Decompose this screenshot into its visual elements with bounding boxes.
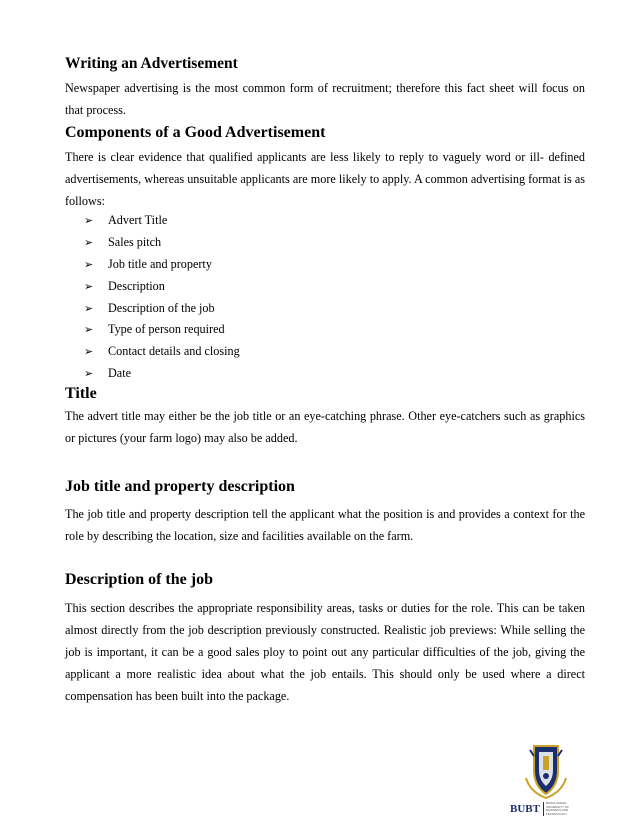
components-list [84,210,240,384]
heading-job-title-property: Job title and property description [65,478,295,495]
heading-components: Components of a Good Advertisement [65,124,326,141]
logo-wordmark: BUBT [510,803,540,815]
list-item: ➢ Description [84,278,165,293]
paragraph-components: There is clear evidence that qualified applicants are less likely to reply to vaguely word or ill- defined advertisements, whereas unsuitable applicants are more likely to apply. A common advertising format is as follows: [65,150,585,208]
list-item: ➢ Advert Title [84,213,168,228]
arrowhead-bullet-icon: ➢ [84,366,94,380]
arrowhead-bullet-icon: ➢ [84,323,94,337]
heading-title: Title [65,385,97,402]
bubt-logo [510,740,582,820]
heading-writing-advertisement: Writing an Advertisement [65,55,238,72]
paragraph-description-of-job: This section describes the appropriate responsibility areas, tasks or duties for the role. This can be taken almost directly from the job description previously constructed. Realistic job previews: While selling the job is important, it can be a good sales ploy to point out any particular difficulties of the job, giving the applicant a more realistic idea about what the job entails. This should only be used where a direct compensation has been built into the package. [65,601,585,703]
paragraph-writing-advertisement: Newspaper advertising is the most common form of recruitment; therefore this fact sheet will focus on that process. [65,81,585,117]
arrowhead-bullet-icon: ➢ [84,345,94,359]
list-item: ➢ Sales pitch [84,235,162,250]
list-item: ➢ Contact details and closing [84,344,240,359]
list-item: ➢ Description of the job [84,300,215,315]
arrowhead-bullet-icon: ➢ [84,236,94,250]
paragraph-title: The advert title may either be the job title or an eye-catching phrase. Other eye-catchers such as graphics or pictures (your farm logo) may also be added. [65,409,585,445]
arrowhead-bullet-icon: ➢ [84,214,94,228]
heading-description-of-job: Description of the job [65,571,213,588]
list-item: ➢ Type of person required [84,322,225,337]
arrowhead-bullet-icon: ➢ [84,301,94,315]
paragraph-job-title-property: The job title and property description tell the applicant what the position is and provides a context for the role by describing the location, size and facilities available on the farm. [65,507,585,543]
arrowhead-bullet-icon: ➢ [84,257,94,271]
logo-subtitle: BANGLADESH UNIVERSITY OF BUSINESS AND TECHNOLOGY [543,802,578,816]
list-item: ➢ Date [84,365,132,380]
list-item: ➢ Job title and property [84,256,212,271]
arrowhead-bullet-icon: ➢ [84,279,94,293]
bubt-crest-icon [510,740,582,802]
